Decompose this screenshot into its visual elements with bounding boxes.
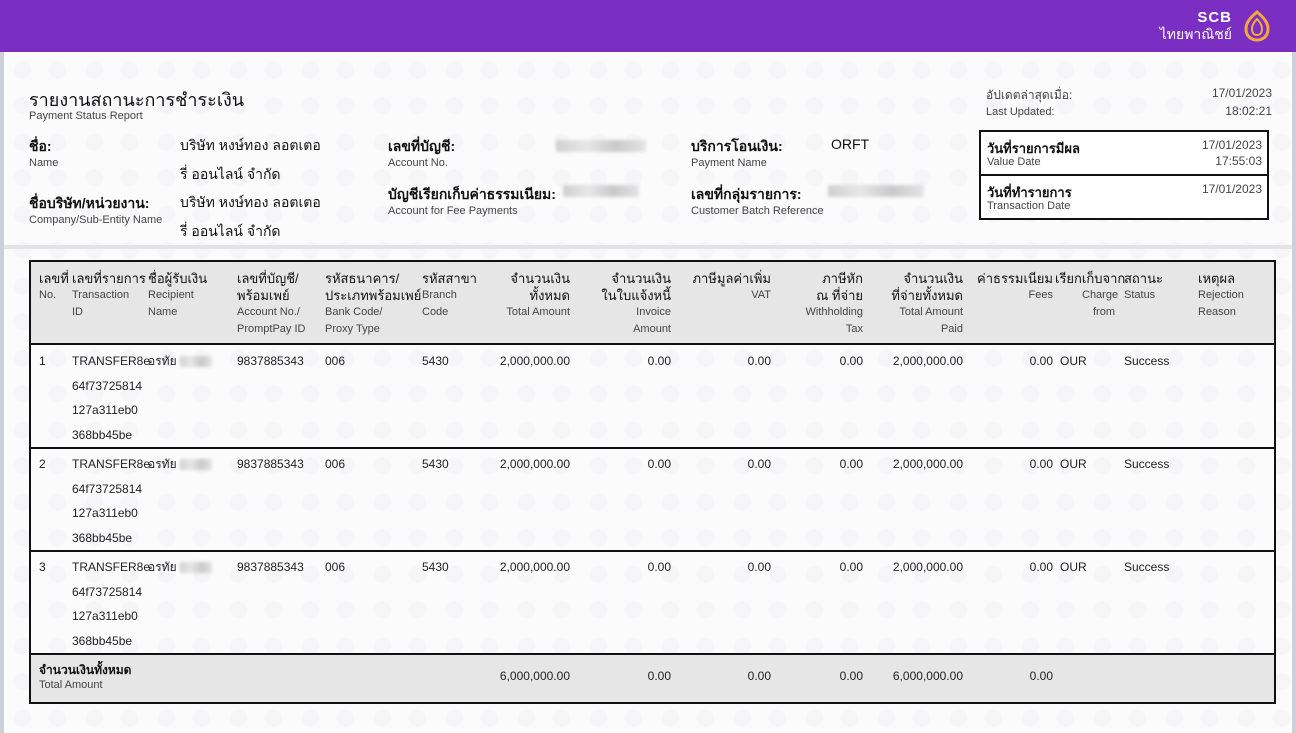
row-charge-from: OUR — [1060, 354, 1087, 368]
batch-reference-redacted — [828, 185, 924, 197]
fee-account-label-en: Account for Fee Payments — [388, 205, 518, 217]
row-total-paid: 2,000,000.00 — [892, 457, 963, 471]
col-header-total-amount: จำนวนเงิน ทั้งหมด Total Amount — [506, 271, 570, 318]
recipient-surname-redacted — [180, 562, 212, 573]
transaction-date-label-en: Transaction Date — [987, 200, 1071, 212]
total-fees-sum: 0.00 — [1029, 669, 1053, 683]
col-header-account: เลขที่บัญชี/ พร้อมเพย์ Account No./ PromptPay ID — [237, 271, 306, 335]
account-number-redacted — [556, 140, 646, 152]
last-updated-date: 17/01/2023 — [1211, 86, 1272, 100]
row-charge-from: OUR — [1060, 560, 1087, 574]
row-branch: 5430 — [422, 560, 449, 574]
batch-label-th: เลขที่กลุ่มรายการ: — [691, 186, 802, 202]
row-fees: 0.00 — [1029, 560, 1053, 574]
row-no: 2 — [39, 457, 46, 471]
row-status: Success — [1124, 354, 1170, 368]
row-fees: 0.00 — [1029, 354, 1053, 368]
company-value-line1: บริษัท หงษ์ทอง ลอตเตอ — [180, 194, 321, 210]
company-value-line2: รี่ ออนไลน์ จำกัด — [180, 223, 281, 239]
fee-account-label-th: บัญชีเรียกเก็บค่าธรรมเนียม: — [388, 186, 556, 202]
value-date-box — [979, 130, 1269, 176]
row-transaction-id: TRANSFER8e 64f73725814 127a311eb0 368bb45be — [72, 457, 151, 545]
row-vat: 0.00 — [747, 354, 771, 368]
value-date-label-en: Value Date — [987, 156, 1041, 168]
row-transaction-id: TRANSFER8e 64f73725814 127a311eb0 368bb45be — [72, 354, 151, 442]
payment-value: ORFT — [831, 136, 870, 152]
row-account: 9837885343 — [237, 354, 304, 368]
col-header-bank-code: รหัสธนาคาร/ ประเภทพร้อมเพย์ Bank Code/ Proxy Type — [325, 271, 422, 335]
row-fees: 0.00 — [1029, 457, 1053, 471]
row-withholding-tax: 0.00 — [839, 457, 863, 471]
row-total-paid: 2,000,000.00 — [892, 354, 963, 368]
brand-name-en: SCB — [1197, 9, 1232, 26]
row-recipient: อรทัย — [148, 349, 212, 374]
total-label-th: จำนวนเงินทั้งหมด — [39, 663, 132, 677]
row-transaction-id: TRANSFER8e 64f73725814 127a311eb0 368bb45be — [72, 560, 151, 648]
row-total-amount: 2,000,000.00 — [499, 560, 570, 574]
table-header — [31, 262, 1274, 345]
row-vat: 0.00 — [747, 457, 771, 471]
row-invoice-amount: 0.00 — [647, 560, 671, 574]
table-total-row — [31, 655, 1274, 702]
fee-account-redacted — [563, 185, 639, 197]
total-withholding-sum: 0.00 — [839, 669, 863, 683]
transaction-date-box — [979, 174, 1269, 220]
company-label-en: Company/Sub-Entity Name — [29, 214, 163, 226]
name-label-th: ชื่อ: — [29, 138, 52, 154]
payment-label-en: Payment Name — [691, 157, 767, 169]
brand-name-th: ไทยพาณิชย์ — [1159, 26, 1232, 42]
row-bank-code: 006 — [325, 457, 346, 471]
row-status: Success — [1124, 560, 1170, 574]
col-header-recipient: ชื่อผู้รับเงิน Recipient Name — [148, 271, 208, 318]
row-recipient: อรทัย — [148, 452, 212, 477]
col-header-branch: รหัสสาขา Branch Code — [422, 271, 477, 318]
col-header-transaction-id: เลขที่รายการ Transaction ID — [72, 271, 146, 318]
col-header-vat: ภาษีมูลค่าเพิ่ม VAT — [692, 271, 771, 301]
account-label-en: Account No. — [388, 157, 448, 169]
payment-label-th: บริการโอนเงิน: — [691, 138, 783, 154]
table-row — [31, 552, 1274, 655]
value-date-date: 17/01/2023 — [1201, 138, 1262, 152]
col-header-invoice-amount: จำนวนเงิน ในใบแจ้งหนี้ Invoice Amount — [601, 271, 671, 335]
row-charge-from: OUR — [1060, 457, 1087, 471]
last-updated-time: 18:02:21 — [1225, 104, 1272, 118]
row-branch: 5430 — [422, 354, 449, 368]
report-title-en: Payment Status Report — [29, 110, 143, 122]
row-status: Success — [1124, 457, 1170, 471]
row-invoice-amount: 0.00 — [647, 354, 671, 368]
row-vat: 0.00 — [747, 560, 771, 574]
row-withholding-tax: 0.00 — [839, 354, 863, 368]
name-value-line1: บริษัท หงษ์ทอง ลอตเตอ — [180, 137, 321, 153]
row-no: 3 — [39, 560, 46, 574]
company-label-th: ชื่อบริษัท/หน่วยงาน: — [29, 195, 150, 211]
table-row — [31, 345, 1274, 449]
total-label-en: Total Amount — [39, 679, 103, 691]
payment-status-table — [29, 260, 1276, 704]
name-value-line2: รี่ ออนไลน์ จำกัด — [180, 166, 281, 182]
col-header-withholding-tax: ภาษีหัก ณ ที่จ่าย Withholding Tax — [805, 271, 863, 335]
row-total-paid: 2,000,000.00 — [892, 560, 963, 574]
name-label-en: Name — [29, 157, 59, 169]
last-updated-label-th: อัปเดตล่าสุดเมื่อ: — [986, 88, 1073, 102]
col-header-status: สถานะ Status — [1124, 271, 1163, 301]
row-total-amount: 2,000,000.00 — [499, 354, 570, 368]
total-amount-sum: 6,000,000.00 — [499, 669, 570, 683]
last-updated-label-en: Last Updated: — [986, 106, 1055, 118]
col-header-rejection-reason: เหตุผล Rejection Reason — [1198, 271, 1244, 318]
table-row — [31, 449, 1274, 552]
row-no: 1 — [39, 354, 46, 368]
total-paid-sum: 6,000,000.00 — [892, 669, 963, 683]
report-title-th: รายงานสถานะการชำระเงิน — [29, 90, 245, 110]
header-separator — [4, 245, 1292, 249]
recipient-surname-redacted — [180, 356, 212, 367]
brand-header-bar — [0, 0, 1296, 52]
row-withholding-tax: 0.00 — [839, 560, 863, 574]
recipient-surname-redacted — [180, 459, 212, 470]
row-total-amount: 2,000,000.00 — [499, 457, 570, 471]
row-bank-code: 006 — [325, 560, 346, 574]
row-branch: 5430 — [422, 457, 449, 471]
col-header-total-paid: จำนวนเงิน ที่จ่ายทั้งหมด Total Amount Paid — [891, 271, 963, 335]
total-invoice-sum: 0.00 — [647, 669, 671, 683]
scb-logo — [1160, 6, 1274, 46]
col-header-fees: ค่าธรรมเนียม Fees — [977, 271, 1053, 301]
value-date-time: 17:55:03 — [1215, 154, 1262, 168]
col-header-charge-from: เรียกเก็บจาก Charge from — [1055, 271, 1126, 318]
batch-label-en: Customer Batch Reference — [691, 205, 824, 217]
scb-emblem-icon — [1240, 9, 1274, 43]
value-date-label-th: วันที่รายการมีผล — [987, 141, 1080, 156]
col-header-no: เลขที่ No. — [39, 271, 69, 301]
total-vat-sum: 0.00 — [747, 669, 771, 683]
account-label-th: เลขที่บัญชี: — [388, 138, 456, 154]
transaction-date-label-th: วันที่ทำรายการ — [987, 185, 1072, 200]
row-account: 9837885343 — [237, 457, 304, 471]
row-invoice-amount: 0.00 — [647, 457, 671, 471]
row-bank-code: 006 — [325, 354, 346, 368]
row-account: 9837885343 — [237, 560, 304, 574]
row-recipient: อรทัย — [148, 555, 212, 580]
transaction-date-date: 17/01/2023 — [1201, 182, 1262, 196]
